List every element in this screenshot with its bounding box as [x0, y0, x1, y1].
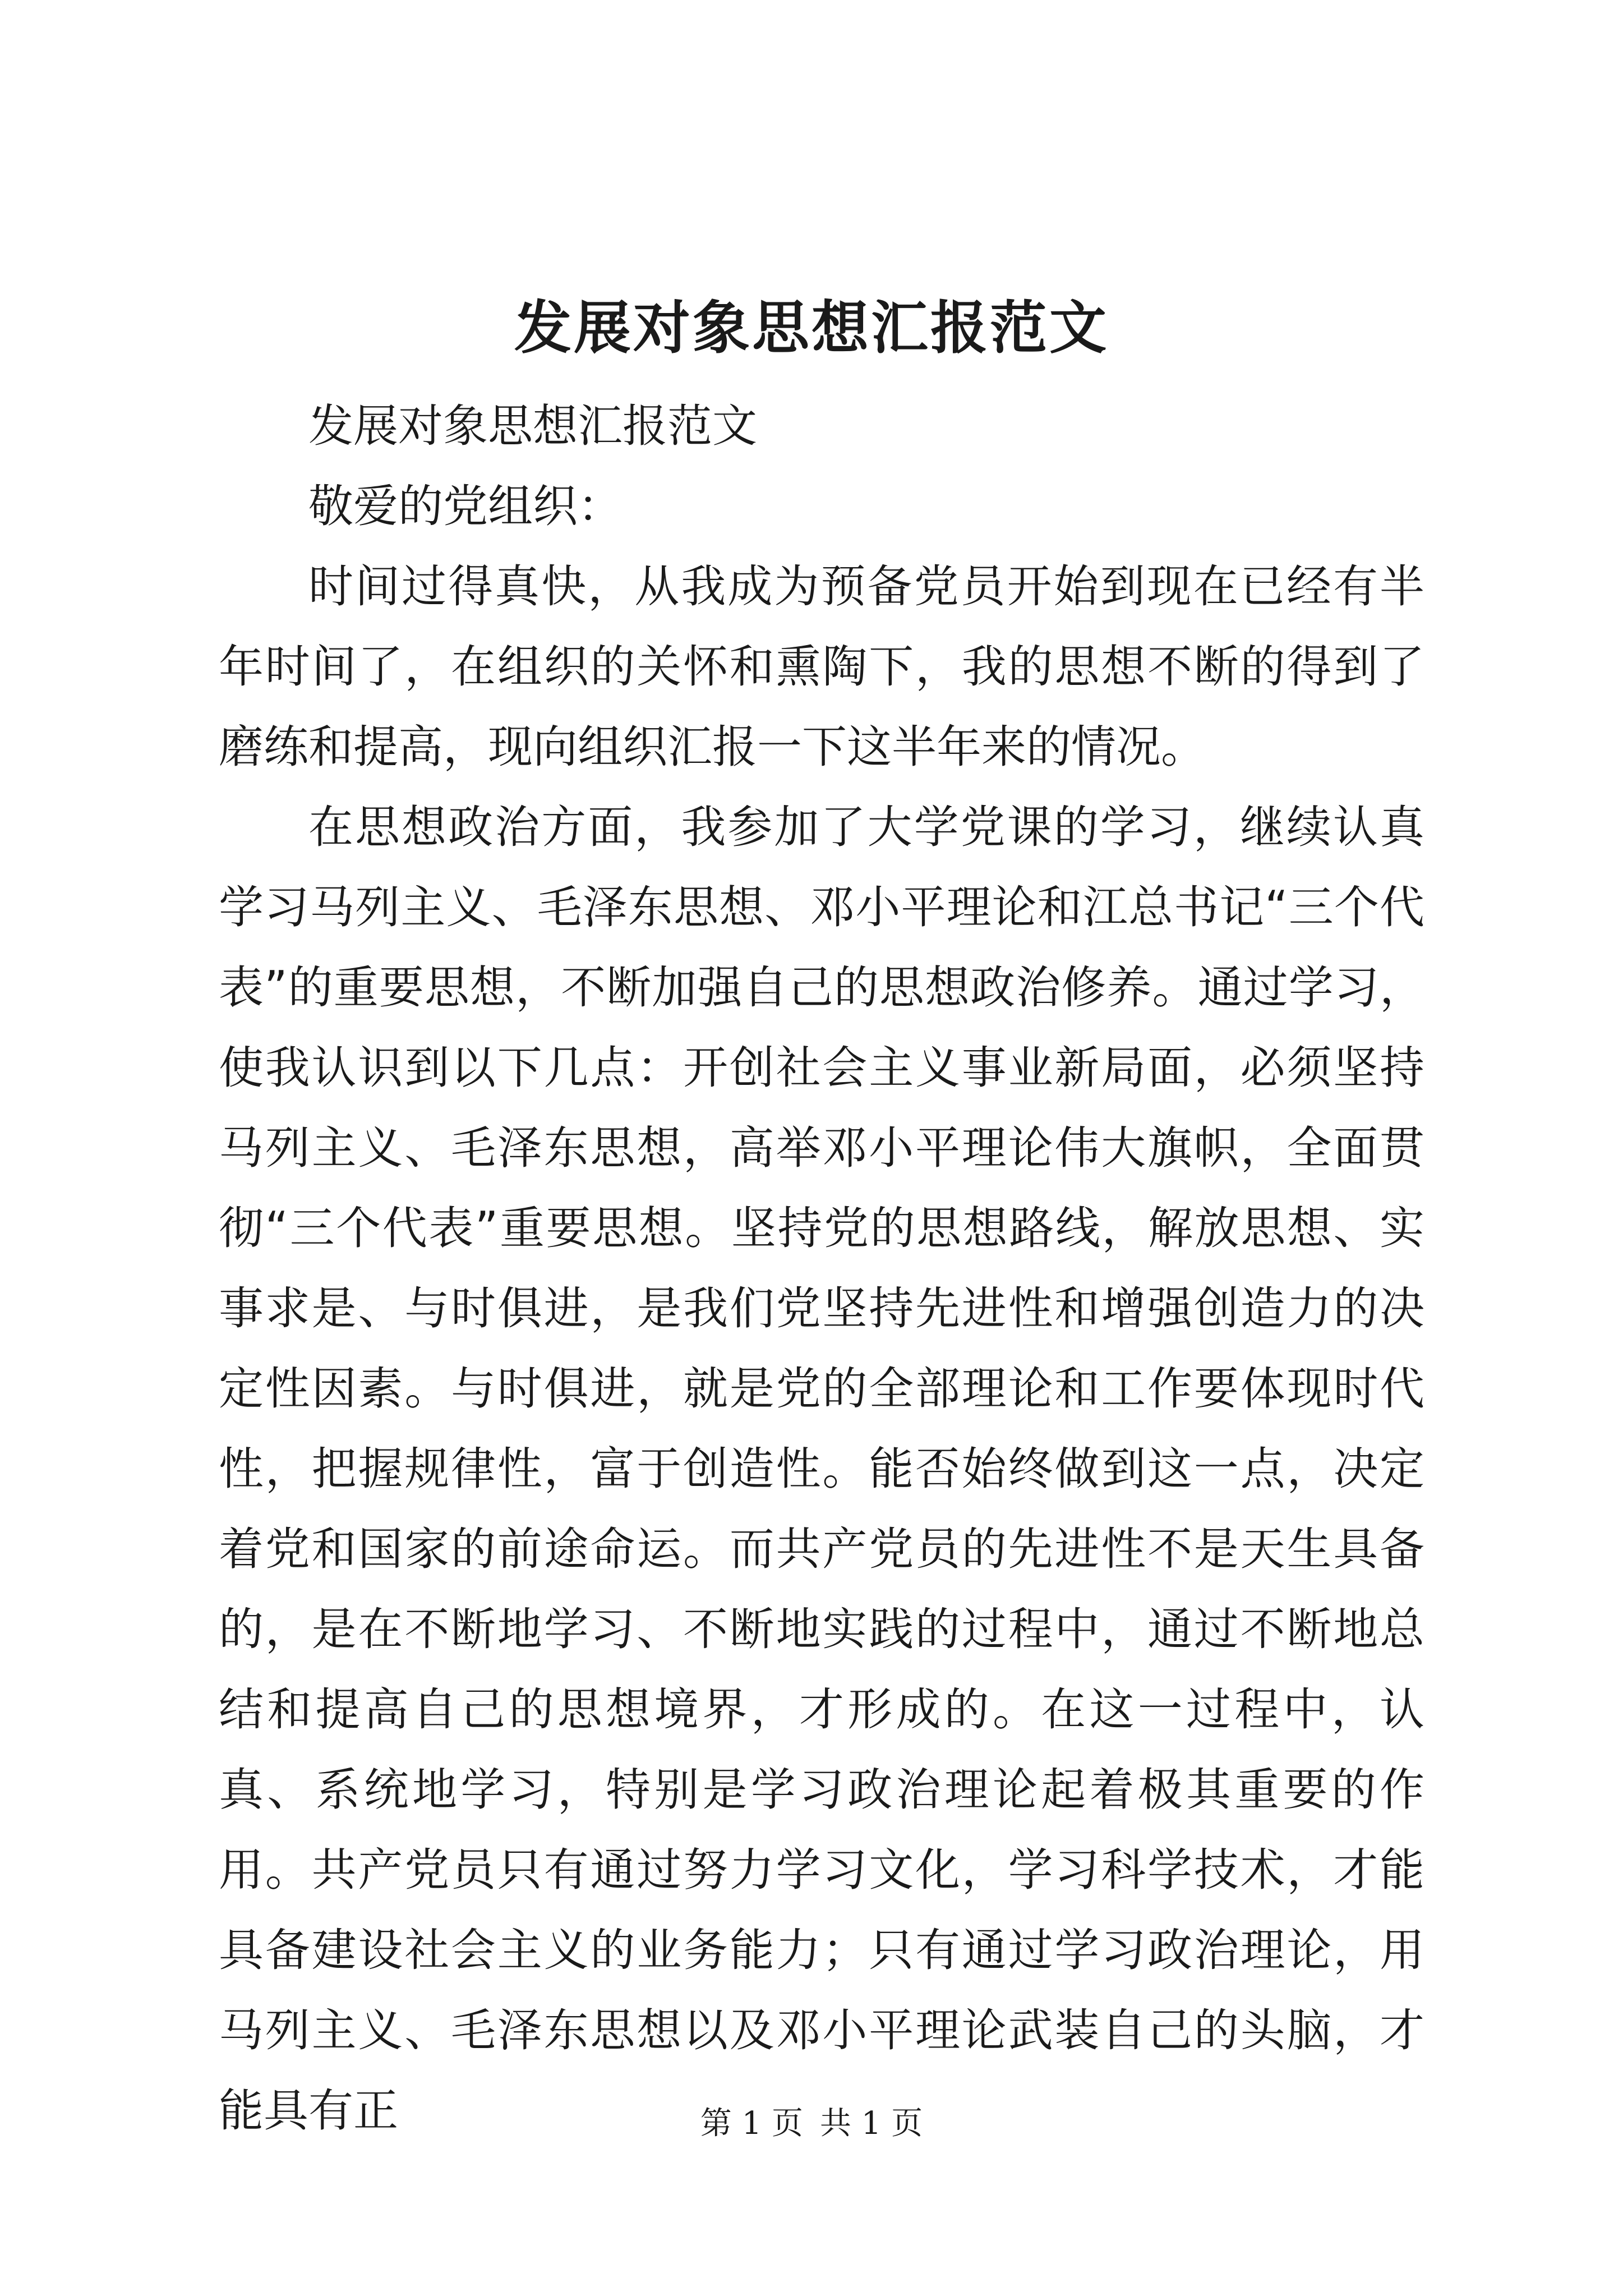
paragraph-intro: 时间过得真快，从我成为预备党员开始到现在已经有半年时间了，在组织的关怀和熏陶下，我的思想不断的得到了磨练和提高，现向组织汇报一下这半年来的情况。 [219, 560, 1424, 773]
paragraph-subtitle: 发展对象思想汇报范文 [308, 400, 757, 452]
page-footer [0, 2101, 1623, 2146]
paragraph-politics: 在思想政治方面，我参加了大学党课的学习，继续认真学习马列主义、毛泽东思想、邓小平理论和江总书记“三个代表”的重要思想，不断加强自己的思想政治修养。通过学习，使我认识到以下几点：开创社会主义事业新局面，必须坚持马列主义、毛泽东思想，高举邓小平理论伟大旗帜，全面贯彻“三个代表”重要思想。坚持党的思想路线，解放思想、实事求是、与时俱进，是我们党坚持先进性和增强创造力的决定性因素。与时俱进，就是党的全部理论和工作要体现时代性，把握规律性，富于创造性。能否始终做到这一点，决定着党和国家的前途命运。而共产党员的先进性不是天生具备的，是在不断地学习、不断地实践的过程中，通过不断地总结和提高自己的思想境界，才形成的。在这一过程中，认真、系统地学习，特别是学习政治理论起着极其重要的作用。共产党员只有通过努力学习文化，学习科学技术，才能具备建设社会主义的业务能力；只有通过学习政治理论，用马列主义、毛泽东思想以及邓小平理论武装自己的头脑，才能具有正 [219, 801, 1424, 2137]
document-title: 发展对象思想汇报范文 [514, 295, 1109, 362]
document-body [219, 386, 1424, 2151]
page-total: 共 1 页 [820, 2105, 923, 2142]
page-number: 第 1 页 [700, 2105, 803, 2142]
paragraph-salutation: 敬爱的党组织： [308, 480, 623, 532]
